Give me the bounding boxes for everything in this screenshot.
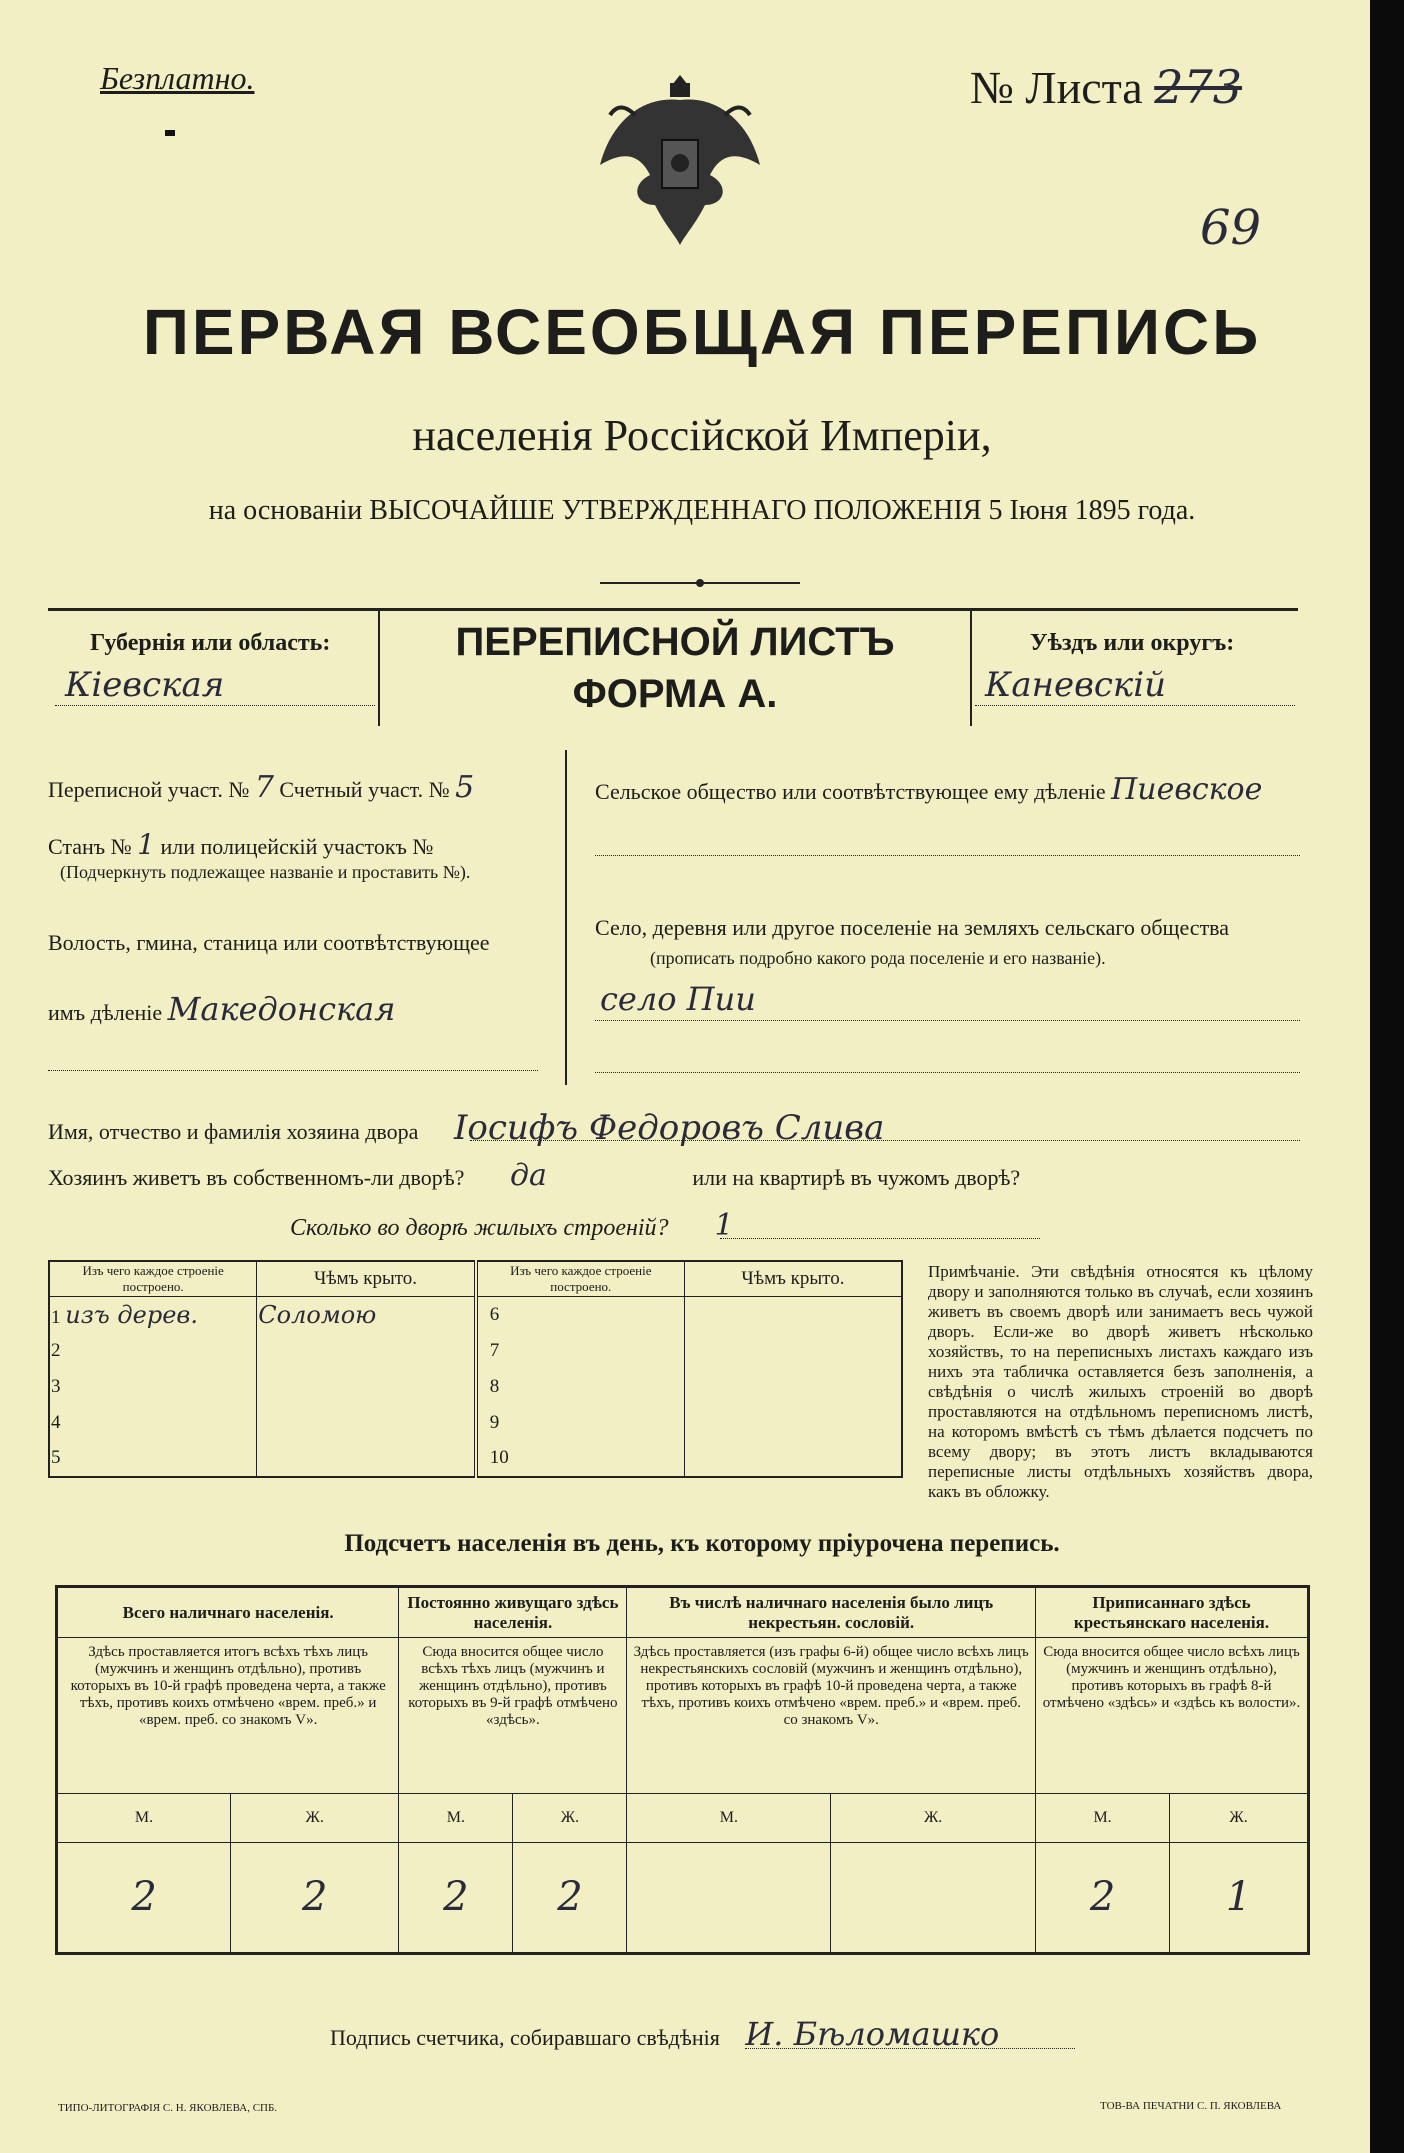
table-row: 5 xyxy=(49,1441,257,1477)
population-heading: Подсчетъ населенія въ день, къ которому пріурочена перепись. xyxy=(344,1530,1060,1557)
village-label: Село, деревня или другое поселеніе на земляхъ сельскаго общества xyxy=(595,915,1230,940)
non-peasant-m xyxy=(627,1842,831,1953)
binding-edge xyxy=(1370,0,1404,2153)
free-of-charge-label: Безплатно. xyxy=(100,60,255,96)
imperial-eagle-emblem xyxy=(580,55,780,255)
col-header-roof: Чѣмъ крыто. xyxy=(257,1261,476,1297)
village-value: село Пии xyxy=(600,980,756,1018)
census-section: Переписной участ. № 7 Счетный участ. № 5 xyxy=(48,770,475,805)
permanent-m: 2 xyxy=(399,1842,513,1953)
permanent-f: 2 xyxy=(513,1842,627,1953)
printer-left: ТИПО-ЛИТОГРАФІЯ С. Н. ЯКОВЛЕВА, СПБ. xyxy=(58,2102,278,2114)
province-value: Кіевская xyxy=(65,665,225,705)
buildings-table xyxy=(48,1260,903,1478)
table-row: 7 xyxy=(476,1333,685,1369)
community-line: Сельское общество или соотвѣтствующее ему дѣленіе Пиевское xyxy=(595,772,1263,807)
col-header-built: Изъ чего каждое строеніе построено. xyxy=(49,1261,257,1297)
district-value: Каневскій xyxy=(985,665,1167,705)
col-header-built-2: Изъ чего каждое строеніе построено. xyxy=(476,1261,685,1297)
volost-label: Волость, гмина, станица или соотвѣтствующее xyxy=(48,930,490,955)
total-f: 2 xyxy=(231,1842,399,1953)
printer-right: ТОВ-ВА ПЕЧАТНИ С. П. ЯКОВЛЕВА xyxy=(1100,2100,1282,2112)
camp-note: (Подчеркнуть подлежащее названіе и проставить №). xyxy=(60,862,471,882)
table-row: 10 xyxy=(476,1441,685,1477)
non-peasant-f xyxy=(831,1842,1036,1953)
form-subtitle: ФОРМА А. xyxy=(572,672,778,716)
population-table: Всего наличнаго населенія. Постоянно живущаго здѣсь населенія. Въ числѣ наличнаго населенія было лицъ некрестьян. сословій. Приписаннаго здѣсь крестьянскаго населенія. Здѣсь проставляется итогъ всѣхъ тѣхъ лицъ (мужчинъ и женщинъ отдѣльно), противъ которыхъ въ 10-й графѣ проведена черта, а также тѣхъ, противъ коихъ отмѣчено «врем. преб.» и «врем. преб. со знакомъ V». Сюда вносится общее число всѣхъ тѣхъ лицъ (мужчинъ и женщинъ отдѣльно), противъ которыхъ въ 9-й графѣ отмѣчено «здѣсь». Здѣсь проставляется (изъ графы 6-й) общее число всѣхъ лицъ некрестьянскихъ сословій (мужчинъ и женщинъ отдѣльно), противъ которыхъ въ графѣ 10-й проведена черта, а также тѣхъ, противъ коихъ отмѣчено «врем. преб.» и «врем. преб. со знакомъ V». Сюда вносится общее число всѣхъ лицъ (мужчинъ и женщинъ отдѣльно), противъ которыхъ въ графѣ 8-й отмѣчено «здѣсь» и «здѣсь къ волости». М. Ж. М. Ж. М. Ж. М. Ж. 2 2 2 2 2 1 xyxy=(55,1585,1310,1955)
province-label: Губернія или область: xyxy=(90,630,331,656)
col-registered: Приписаннаго здѣсь крестьянскаго населенія. xyxy=(1036,1587,1309,1638)
table-cell: Соломою xyxy=(257,1297,476,1333)
table-row: 6 xyxy=(476,1297,685,1333)
volost-line: имъ дѣленіе Македонская xyxy=(48,990,396,1028)
buildings-line: Сколько во дворѣ жилыхъ строеній? 1 xyxy=(290,1208,734,1243)
table-row: 3 xyxy=(49,1369,257,1405)
village-note: (прописать подробно какого рода поселеніе и его названіе). xyxy=(650,948,1106,968)
camp-line: Станъ № 1 или полицейскій участокъ № xyxy=(48,828,434,861)
col-total: Всего наличнаго населенія. xyxy=(57,1587,399,1638)
ornament-divider xyxy=(600,575,800,585)
subtitle: населенія Россійской Имперіи, xyxy=(412,411,992,460)
table-row: 4 xyxy=(49,1405,257,1441)
table-row: 9 xyxy=(476,1405,685,1441)
total-m: 2 xyxy=(57,1842,231,1953)
basis-line: на основаніи ВЫСОЧАЙШЕ УТВЕРЖДЕННАГО ПОЛОЖЕНІЯ 5 Іюня 1895 года. xyxy=(208,495,1196,526)
registered-f: 1 xyxy=(1170,1842,1309,1953)
main-title: ПЕРВАЯ ВСЕОБЩАЯ ПЕРЕПИСЬ xyxy=(142,296,1262,368)
table-row: 2 xyxy=(49,1333,257,1369)
ink-mark xyxy=(165,130,175,136)
table-row: 8 xyxy=(476,1369,685,1405)
sheet-number-label: № Листа 273 xyxy=(970,60,1243,114)
table-row: 1 изъ дерев. xyxy=(49,1297,257,1333)
col-non-peasant: Въ числѣ наличнаго населенія было лицъ некрестьян. сословій. xyxy=(627,1587,1036,1638)
col-permanent: Постоянно живущаго здѣсь населенія. xyxy=(399,1587,627,1638)
residence-line: Хозяинъ живетъ въ собственномъ-ли дворѣ? да или на квартирѣ въ чужомъ дворѣ? xyxy=(48,1158,1021,1193)
sheet-number-value: 273 xyxy=(1154,60,1243,114)
district-label: Уѣздъ или округъ: xyxy=(1030,630,1235,656)
page-number: 69 xyxy=(1200,200,1262,256)
form-title: ПЕРЕПИСНОЙ ЛИСТЪ xyxy=(455,620,895,664)
registered-m: 2 xyxy=(1036,1842,1170,1953)
note-text: Примѣчаніе. Эти свѣдѣнія относятся къ цѣлому двору и заполняются только въ случаѣ, если хозяинъ живетъ въ своемъ дворѣ или занимаетъ весь чужой дворъ. Если-же во дворѣ живетъ нѣсколько хозяйствъ, то на переписныхъ листахъ каждаго изъ нихъ эта табличка оставляется безъ заполненія, а свѣдѣнія о числѣ жилыхъ строеній во дворѣ проставляются на отдѣльномъ переписномъ листѣ, на которомъ вмѣстѣ съ тѣмъ дѣлается подсчетъ по всему двору; въ этотъ листъ вкладываются переписные листы отдѣльныхъ хозяйствъ двора, какъ въ обложку. xyxy=(928,1262,1313,1501)
owner-line: Имя, отчество и фамилія хозяина двора Іосифъ Федоровъ Слива xyxy=(48,1108,885,1148)
col-header-roof-2: Чѣмъ крыто. xyxy=(684,1261,902,1297)
signature-line: Подпись счетчика, собиравшаго свѣдѣнія И. Бѣломашко xyxy=(330,2015,1000,2053)
